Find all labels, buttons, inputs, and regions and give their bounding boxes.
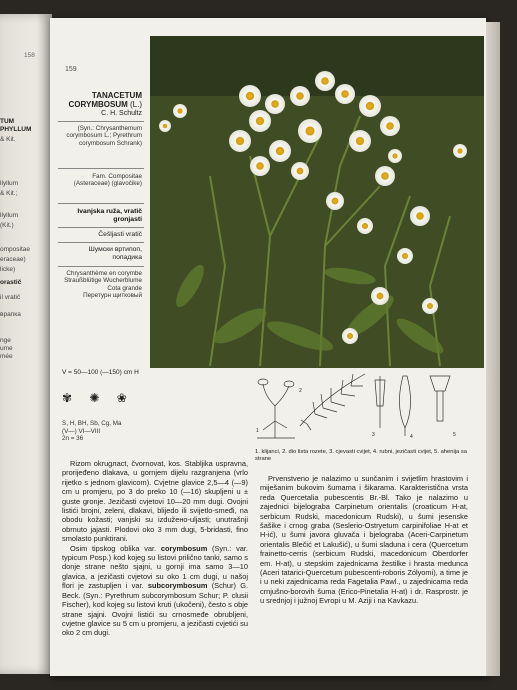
divider — [58, 168, 144, 169]
variety-name: corymbosum — [160, 543, 208, 553]
name-cyr: Шумски вртипоп, попадика — [88, 246, 142, 261]
figure-caption: 1. klijanci, 2. dio lista rozete, 3. cjevasti cvijet, 4. rubni, jezičasti cvijet, 5. ahenija sa strane — [255, 449, 468, 462]
species-suffix: (L.) — [130, 100, 142, 109]
left-page-line: il vratič — [0, 294, 21, 301]
page-number: 159 — [65, 66, 77, 73]
text-run: (Syn.: var. typicum Posp.) kod kojeg su listovi prilično tanki, samo s donje strane nešto sjajni, u gornji ima samo 3—10 glavica, a jezičasti cvjetovi su oko 1 cm dugi, u našoj flori je zastupljen i var. — [62, 543, 248, 591]
figure-label: 1 — [256, 428, 259, 434]
species-epithet: CORYMBOSUM — [68, 100, 128, 109]
left-page-line: врапка — [0, 311, 21, 318]
left-page-line: licke) — [0, 266, 16, 273]
left-page-line: nge — [0, 337, 11, 344]
figure-label: 3 — [372, 432, 375, 438]
description-column — [62, 459, 248, 638]
divider — [58, 242, 144, 243]
left-page-line: eraceae) — [0, 256, 26, 263]
left-page-line: TUM — [0, 118, 15, 125]
species-author: C. H. Schultz — [101, 110, 142, 117]
botanical-figure — [255, 366, 467, 446]
left-page — [0, 14, 52, 674]
variety-name: subcorymbosum — [147, 581, 208, 591]
family-text: Fam. Compositae (Asteraceae) (glavočike) — [73, 173, 142, 188]
left-page-line: mée — [0, 353, 13, 360]
height-info: V = 50—100 (—150) cm H — [62, 369, 139, 376]
left-page-line: llyllum — [0, 212, 19, 219]
ecology-paragraph: Prvenstveno je nalazimo u sunčanim i svijetlim hrastovim i miješanim bukovim šumama i šikarama. Karakteristična vrsta reda Quercetalia pubescentis Br.-Bl. Tako je nalazimo u zajednici bijelograba Carpinetum orientalis (croaticum H-at, serbicum Rudski, macedonicum Rudski), u šumi jesenske šašike i crnog graba (Seslerio-Ostryetum carpinifoliae H-at et H-ić), u šumi javora gluvača i bjelograba (Aceri-Carpinetum orientalis Blečić et Lakušić), u šumi sladuna i cera (Quercetum frainetto-cerris (serbicum Rudski, macedonicum Oberdorfer em. H-at), u stepskim zajednicama žestilke i hrasta medunca (Aceri tatarici-Quercetum pubescenti-roboris Zólyomi), a time je i u neki zajednicama reda Fagetalia Pawl., u zajednicama reda crnjušno-borovih šuma (Erico-Pinetalia H-at) i dr. Rasprostr. je u srednjoj i južnoj Evropi u M. Aziji i na Kavkazu. — [260, 474, 468, 606]
species-genus: TANACETUM — [91, 91, 142, 100]
text-run: (Schur) G. Beck. (Syn.: Pyrethrum subcorymbosum Schur; P. clusii Fischer), kod kojeg su listovi kruti (ukočeni), često s obje strane sjajni. Ovojni listići su crnosmeđe obrubljeni, cvjetne glavice su 5 cm u promjeru, a jezičasti cvjetići su oko 2 cm dugi. — [62, 581, 249, 638]
left-page-number: 158 — [24, 52, 35, 59]
synonym-text: (Syn.: Chrysanthemum corymbosum L.; Pyrethrum corymbosum Schrank) — [66, 125, 142, 147]
figure-label: 5 — [453, 432, 456, 438]
divider — [58, 266, 144, 267]
left-page-line: & Kit.; — [0, 190, 18, 197]
ecology-column — [260, 474, 468, 606]
left-page-line: PHYLLUM — [0, 126, 32, 133]
divider — [58, 121, 144, 122]
left-page-line: ume — [0, 345, 13, 352]
name-cs: Češljasti vratič — [98, 231, 142, 238]
local-names: Ivanjska ruža, vratič gronjasti — [77, 208, 142, 223]
figure-label: 4 — [410, 434, 413, 440]
varieties-paragraph — [62, 544, 248, 638]
left-page-line: llyllum — [0, 180, 19, 187]
left-page-line: ompositae — [0, 246, 30, 253]
book-page — [50, 18, 486, 676]
text-run: Osim tipskog oblika var. — [70, 543, 157, 553]
plant-photo — [150, 36, 484, 368]
botanical-drawing — [255, 366, 467, 446]
description-paragraph: Rizom okrugласt, čvornovat, kos. Stabljika uspravna, prorijeđeno dlakava, u gornjem dijelu razgranjena (vrlo rijetko s jednom glavicom). Cvjetne glavice 2,5—4 (—9) cm u promjeru, po 3 do preko 10 (—16) skupljeni u ± guste gronje. Jezičasti cvjetovi 10—20 mm dugi. Ovojni listići brojni, zeleni, dlakavi, blijedo ili svijetlo-smeđi, na obodu kožasti; vanjski su izdužено-uljasti; unutrašnji obrnuto jajasti. Plodovi oko 3 mm dugi, 5-bridasti, fino smolasto punktirani. — [62, 459, 248, 544]
divider — [58, 227, 144, 228]
distribution-info: S, H, BH, Sb, Cg, Ma (V—) VI—VIII 2n = 36 — [62, 420, 122, 442]
divider — [58, 203, 144, 204]
photo-illustration — [150, 36, 484, 368]
species-name — [58, 91, 142, 109]
page-edge — [486, 22, 500, 676]
left-page-line: & Kit. — [0, 136, 16, 143]
left-page-line: (Kit.) — [0, 222, 14, 229]
figure-label: 2 — [299, 388, 302, 394]
left-page-line: orastič — [0, 279, 22, 286]
habitat-symbols: ✾ ✺ ❀ — [62, 391, 134, 405]
other-names: Chrysanthème en corymbe Straußblütige Wucherblume Cota grande Перетурн щитковый — [64, 270, 142, 300]
